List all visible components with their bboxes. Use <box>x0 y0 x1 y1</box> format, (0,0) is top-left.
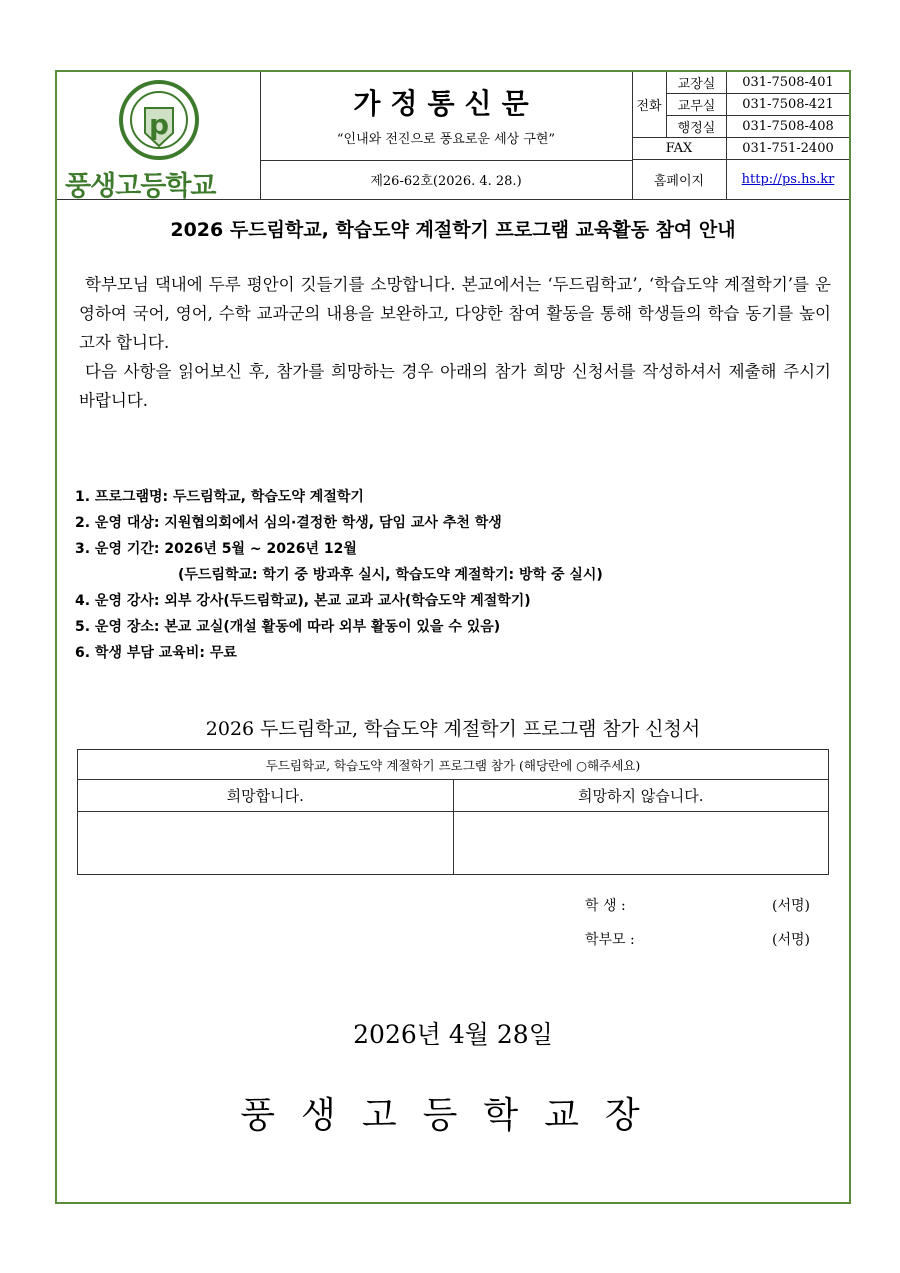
school-emblem-icon <box>117 78 201 162</box>
detail-item: 2. 운영 대상: 지원협의회에서 심의·결정한 학생, 담임 교사 추천 학생 <box>75 515 502 531</box>
homepage-link[interactable]: http://ps.hs.kr <box>741 172 835 187</box>
svg-text:p: p <box>148 108 170 141</box>
principal-name: 풍생고등학교장 <box>240 1095 666 1136</box>
issue-number: 제26-62호(2026. 4. 28.) <box>260 160 633 199</box>
phone-number: 031-7508-408 <box>727 116 849 138</box>
dept-label: 행정실 <box>667 116 727 138</box>
instruction-paragraph: 다음 사항을 읽어보신 후, 참가를 희망하는 경우 아래의 참가 희망 신청서를 작성하셔서 제출해 주시기 바랍니다. <box>79 362 831 410</box>
student-signature[interactable]: (서명) <box>772 898 810 914</box>
dept-label: 교무실 <box>667 94 727 116</box>
phone-number: 031-7508-421 <box>727 94 849 116</box>
option-yes-cell[interactable] <box>78 812 454 875</box>
option-no-cell[interactable] <box>453 812 829 875</box>
detail-item: (두드림학교: 학기 중 방과후 실시, 학습도약 계절학기: 방학 중 실시) <box>178 567 603 583</box>
option-yes-label: 희망합니다. <box>78 780 454 812</box>
newsletter-title: 가정통신문 <box>353 87 539 120</box>
detail-item: 3. 운영 기간: 2026년 5월 ~ 2026년 12월 <box>75 541 357 557</box>
fax-label: FAX <box>632 138 727 160</box>
title-block <box>260 72 633 161</box>
document-title: 2026 두드림학교, 학습도약 계절학기 프로그램 교육활동 참여 안내 <box>170 219 736 241</box>
application-table <box>77 749 829 875</box>
fax-number: 031-751-2400 <box>727 138 849 160</box>
student-label: 학 생 : <box>585 898 626 914</box>
table-header: 두드림학교, 학습도약 계절학기 프로그램 참가 (해당란에 ○해주세요) <box>78 750 829 780</box>
document <box>55 70 851 1204</box>
intro-paragraph: 학부모님 댁내에 두루 평안이 깃들기를 소망합니다. 본교에서는 ‘두드림학교’, ‘학습도약 계절학기’를 운영하여 국어, 영어, 수학 교과군의 내용을 보완하고, 다양한 참여 활동을 통해 학생들의 학습 동기를 높이고자 합니다. <box>79 275 831 352</box>
option-no-label: 희망하지 않습니다. <box>453 780 829 812</box>
school-logo <box>57 72 261 202</box>
parent-label: 학부모 : <box>585 932 635 948</box>
dept-label: 교장실 <box>667 72 727 94</box>
program-details <box>75 484 603 666</box>
issue-date: 2026년 4월 28일 <box>353 1020 553 1049</box>
detail-item: 1. 프로그램명: 두드림학교, 학습도약 계절학기 <box>75 489 364 505</box>
homepage-label: 홈페이지 <box>632 160 727 199</box>
letterhead <box>57 72 849 200</box>
form-title: 2026 두드림학교, 학습도약 계절학기 프로그램 참가 신청서 <box>205 718 701 740</box>
phone-label: 전화 <box>632 72 667 138</box>
phone-number: 031-7508-401 <box>727 72 849 94</box>
detail-item: 6. 학생 부담 교육비: 무료 <box>75 645 237 661</box>
detail-item: 5. 운영 장소: 본교 교실(개설 활동에 따라 외부 활동이 있을 수 있음) <box>75 619 501 635</box>
detail-item: 4. 운영 강사: 외부 강사(두드림학교), 본교 교과 교사(학습도약 계절학기) <box>75 593 531 609</box>
parent-signature[interactable]: (서명) <box>772 932 810 948</box>
motto: “인내와 전진으로 풍요로운 세상 구현” <box>336 132 556 147</box>
school-name: 풍생고등학교 <box>65 171 216 202</box>
